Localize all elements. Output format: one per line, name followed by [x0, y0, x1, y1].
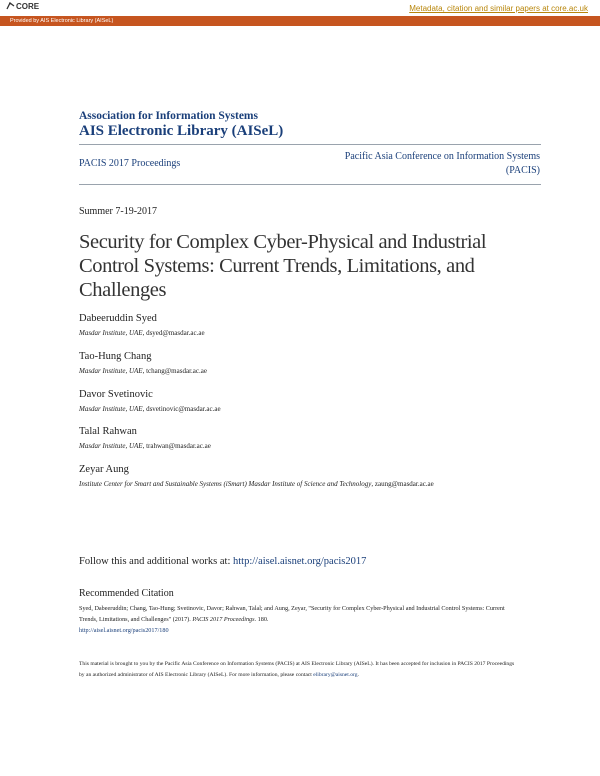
follow-line	[79, 556, 366, 567]
citation-text: Syed, Dabeeruddin; Chang, Tao-Hung; Svetinovic, Davor; Rahwan, Talal; and Aung, Zeyar, "Security for Complex Cyber-Physical and Industrial Control Systems: Current Trends, Limitations, and Challenges" (2017).	[79, 605, 505, 623]
header-divider-bottom	[79, 184, 541, 185]
author-block	[79, 388, 221, 414]
header-divider-top	[79, 144, 541, 145]
citation-journal: PACIS 2017 Proceedings	[192, 616, 255, 623]
author-name: Dabeeruddin Syed	[79, 313, 157, 324]
follow-text: Follow this and additional works at:	[79, 556, 233, 567]
author-affiliation	[79, 328, 205, 338]
conference-link-line1: Pacific Asia Conference on Information Systems	[344, 151, 540, 162]
author-email: , tchang@masdar.ac.ae	[142, 367, 207, 375]
author-institution: Institute Center for Smart and Sustainable Systems (iSmart) Masdar Institute of Science and Technology	[79, 480, 372, 488]
author-name: Davor Svetinovic	[79, 389, 153, 400]
author-institution: Masdar Institute, UAE	[79, 442, 143, 450]
author-block	[79, 463, 434, 489]
author-affiliation	[79, 479, 434, 489]
provided-by-bar	[0, 16, 600, 26]
proceedings-link[interactable]: PACIS 2017 Proceedings	[79, 158, 181, 169]
conference-link[interactable]	[300, 150, 540, 178]
author-email: , trahwan@masdar.ac.ae	[142, 442, 211, 450]
collection-link[interactable]: http://aisel.aisnet.org/pacis2017	[233, 556, 367, 567]
provided-by-text[interactable]: Provided by AIS Electronic Library (AISeL)	[10, 18, 114, 24]
disclaimer	[79, 659, 519, 681]
author-email: , zaung@masdar.ac.ae	[371, 480, 434, 488]
author-block	[79, 312, 205, 338]
core-logo-icon	[6, 2, 15, 10]
citation-number: . 180.	[254, 616, 269, 623]
citation-link[interactable]: http://aisel.aisnet.org/pacis2017/180	[79, 627, 169, 634]
author-name: Tao-Hung Chang	[79, 351, 152, 362]
author-block	[79, 425, 211, 451]
author-name: Talal Rahwan	[79, 426, 137, 437]
library-name[interactable]: AIS Electronic Library (AISeL)	[79, 123, 284, 139]
author-email: , dsyed@masdar.ac.ae	[142, 329, 205, 337]
core-logo-text: CORE	[16, 2, 40, 11]
paper-title: Security for Complex Cyber-Physical and Industrial Control Systems: Current Trends, Limitations, and Challenges	[79, 231, 487, 301]
author-block	[79, 350, 207, 376]
author-affiliation	[79, 441, 211, 451]
author-institution: Masdar Institute, UAE	[79, 329, 143, 337]
author-affiliation	[79, 366, 207, 376]
disclaimer-end: .	[357, 672, 360, 678]
author-email: , dsvetinovic@masdar.ac.ae	[142, 405, 221, 413]
association-name[interactable]: Association for Information Systems	[79, 110, 258, 122]
core-logo[interactable]	[6, 2, 39, 11]
author-affiliation	[79, 404, 221, 414]
recommended-citation-heading: Recommended Citation	[79, 588, 174, 599]
publication-date: Summer 7-19-2017	[79, 206, 158, 217]
conference-link-line2: (PACIS)	[505, 165, 540, 176]
contact-email-link[interactable]: elibrary@aisnet.org	[313, 672, 358, 678]
author-name: Zeyar Aung	[79, 464, 129, 475]
core-metadata-link[interactable]: Metadata, citation and similar papers at core.ac.uk	[409, 4, 588, 13]
author-institution: Masdar Institute, UAE	[79, 367, 143, 375]
author-institution: Masdar Institute, UAE	[79, 405, 143, 413]
disclaimer-text: This material is brought to you by the Pacific Asia Conference on Information Systems (PACIS) at AIS Electronic Library (AISeL). It has been accepted for inclusion in PACIS 2017 Proceedings by an authorized administrator of AIS Electronic Library (AISeL). For more information, please contact	[79, 661, 515, 678]
recommended-citation	[79, 603, 519, 636]
